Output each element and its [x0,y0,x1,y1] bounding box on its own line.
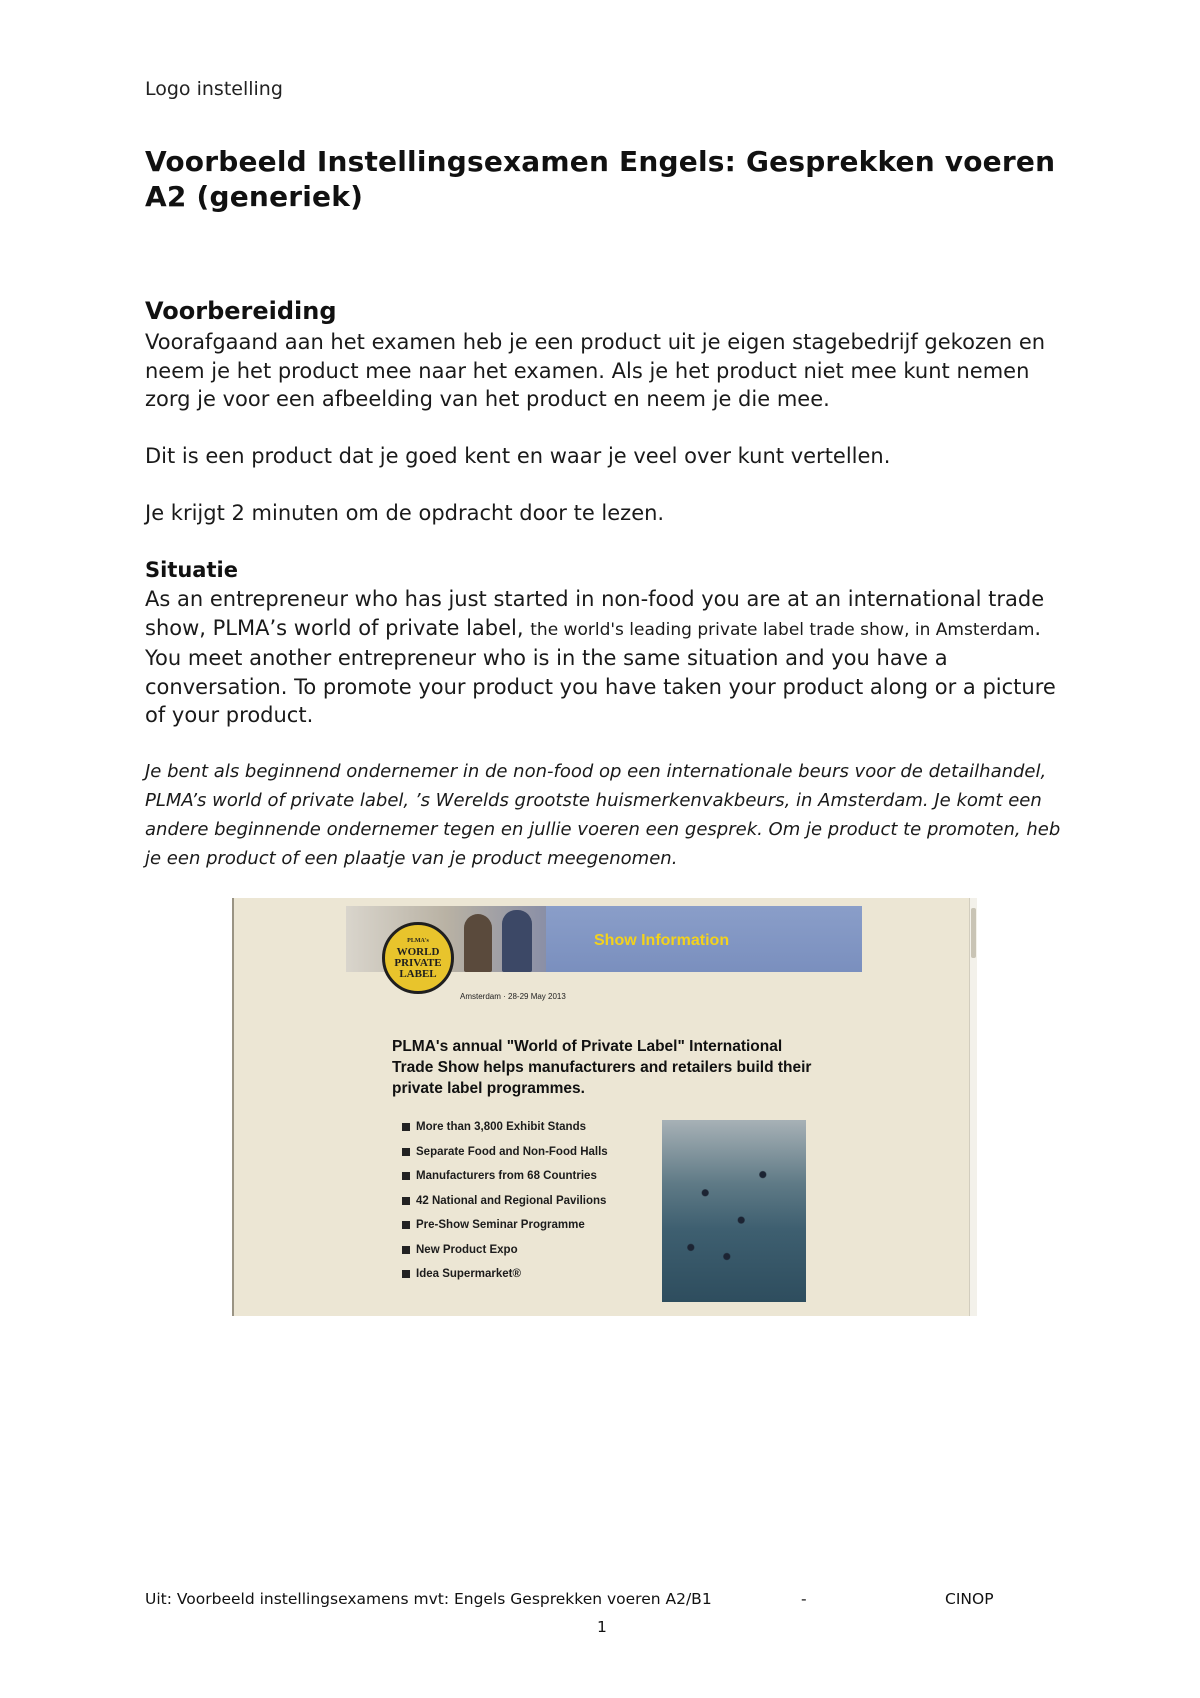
square-bullet-icon [402,1197,410,1205]
trade-show-crowd-photo [662,1120,806,1302]
square-bullet-icon [402,1221,410,1229]
trade-show-screenshot [232,898,977,1316]
feature-label: Manufacturers from 68 Countries [416,1170,597,1183]
paragraph-situation-dutch: Je bent als beginnend ondernemer in de non-food op een internationale beurs voor de detailhandel, PLMA’s world of private label, ’s Werelds grootste huismerkenvakbeurs, in Amsterdam. Je komt een andere beginnende ondernemer tegen en jullie voeren een gesprek. Om je product te promoten, heb je een product of een plaatje van je product meegenomen. [145,761,1061,869]
list-item [402,1213,608,1238]
situation-english-part-a: As an entrepreneur who has just started in non-food you are at an international trade show, PLMA’s world of private label, [145,587,1045,640]
page-number: 1 [597,1618,607,1636]
show-description-heading: PLMA's annual "World of Private Label" International Trade Show helps manufacturers and retailers build their private label programmes. [392,1038,812,1097]
event-date: Amsterdam · 28-29 May 2013 [460,992,566,1001]
feature-label: New Product Expo [416,1243,518,1256]
list-item [402,1262,608,1287]
square-bullet-icon [402,1172,410,1180]
situation-english-part-b: . You meet another entrepreneur who is in the same situation and you have a conversation. To promote your product you have taken your product along or a picture of your product. [145,615,1056,727]
heading-voorbereiding: Voorbereiding [145,297,337,325]
scrollbar-thumb [971,908,976,958]
paragraph-product-knowledge: Dit is een product dat je goed kent en waar je veel over kunt vertellen. [145,444,891,468]
list-item [402,1164,608,1189]
square-bullet-icon [402,1148,410,1156]
paragraph-preparation: Voorafgaand aan het examen heb je een product uit je eigen stagebedrijf gekozen en neem je het product mee naar het examen. Als je het product niet mee kunt nemen zorg je voor een afbeelding van het product en neem je die mee. [145,330,1046,411]
document-title: Voorbeeld Instellingsexamen Engels: Gesprekken voeren A2 (generiek) [145,145,1056,213]
screenshot-scrollbar [969,898,977,1316]
seal-line-2: PRIVATE [394,957,442,969]
show-information-title: Show Information [594,932,730,949]
feature-label: Separate Food and Non-Food Halls [416,1145,608,1158]
paragraph-reading-time: Je krijgt 2 minuten om de opdracht door te lezen. [145,501,665,525]
world-of-private-label-seal [382,922,454,994]
list-item [402,1140,608,1165]
seal-top-text: PLMA's [407,938,429,944]
banner-person-woman [464,914,492,972]
footer-source-text: Uit: Voorbeeld instellingsexamens mvt: Engels Gesprekken voeren A2/B1 [145,1590,712,1608]
square-bullet-icon [402,1123,410,1131]
banner-person-man [502,910,532,972]
logo-placeholder-text: Logo instelling [145,78,283,100]
footer-separator: - [801,1590,807,1608]
feature-label: More than 3,800 Exhibit Stands [416,1121,586,1134]
square-bullet-icon [402,1270,410,1278]
feature-list [402,1115,608,1287]
footer-publisher: CINOP [945,1590,994,1608]
list-item [402,1238,608,1263]
paragraph-situation-english [145,585,1070,730]
feature-label: 42 National and Regional Pavilions [416,1194,607,1207]
list-item [402,1189,608,1214]
heading-situatie: Situatie [145,558,238,582]
seal-line-3: LABEL [399,968,437,980]
square-bullet-icon [402,1246,410,1254]
seal-line-1: WORLD [396,946,440,958]
list-item [402,1115,608,1140]
feature-label: Idea Supermarket® [416,1268,521,1281]
feature-label: Pre-Show Seminar Programme [416,1219,585,1232]
situation-english-inline-quote: the world's leading private label trade show, in Amsterdam [530,619,1035,640]
